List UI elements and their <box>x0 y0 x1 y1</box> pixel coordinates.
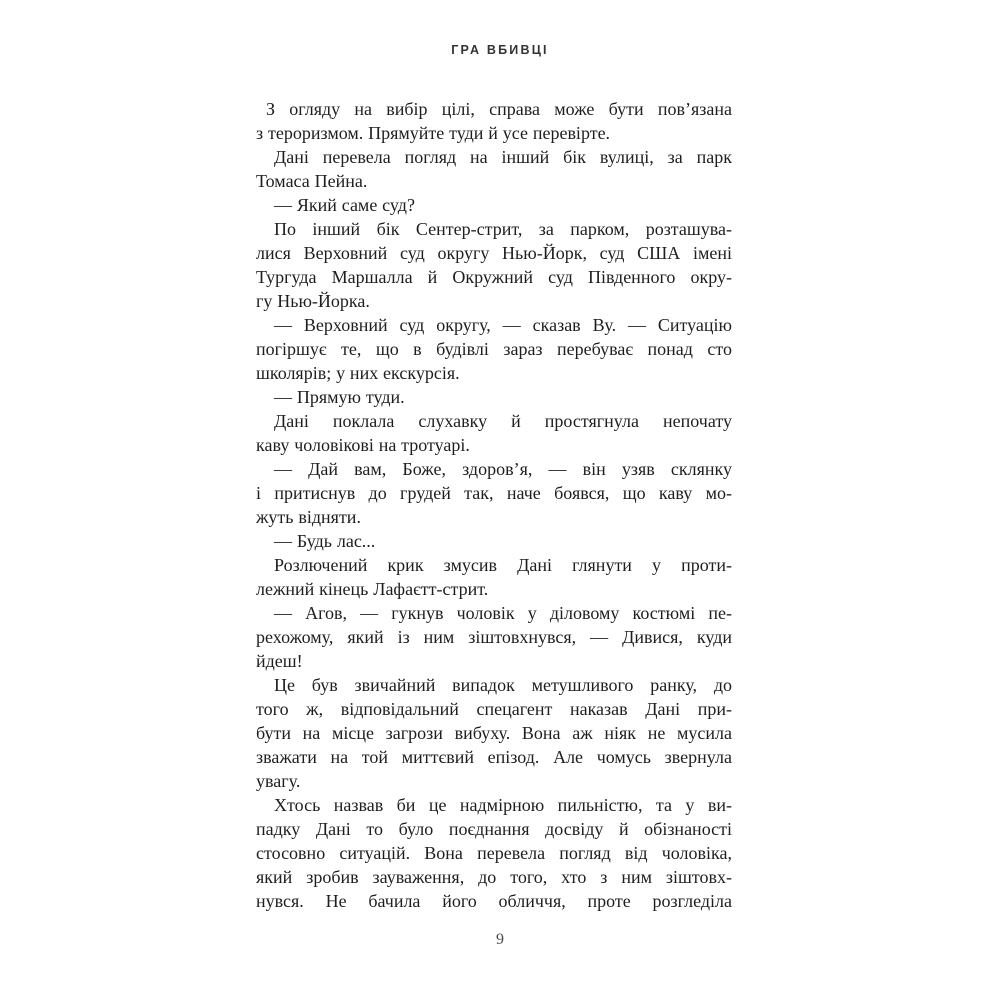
text-line: По інший бік Сентер-стрит, за парком, розташува- <box>274 219 732 239</box>
text-line: — Будь лас... <box>274 531 376 551</box>
text-line: зважати на той миттєвий епізод. Але чомусь звернула <box>256 747 732 767</box>
text-line: школярів; у них екскурсія. <box>256 363 460 383</box>
text-line: З огляду на вибір цілі, справа може бути пов’язана <box>266 99 732 119</box>
text-line: Тургуда Маршалла й Окружний суд Південного окру- <box>256 267 732 287</box>
text-line: — Який саме суд? <box>274 195 415 215</box>
text-line: гу Нью-Йорка. <box>256 291 370 311</box>
text-line: стосовно ситуацій. Вона перевела погляд від чоловіка, <box>256 843 732 863</box>
text-line: лежний кінець Лафаєтт-стрит. <box>256 579 489 599</box>
text-line: — Верховний суд округу, — сказав Ву. — Ситуацію <box>274 315 732 335</box>
text-line: — Прямую туди. <box>274 387 405 407</box>
text-line: каву чоловікові на тротуарі. <box>256 435 470 455</box>
text-line: падку Дані то було поєднання досвіду й обізнаності <box>256 819 732 839</box>
text-line: погіршує те, що в будівлі зараз перебуває понад сто <box>256 339 732 359</box>
text-line: нувся. Не бачила його обличчя, проте розгледіла <box>256 891 732 911</box>
text-line: увагу. <box>256 771 301 791</box>
text-line: того ж, відповідальний спецагент наказав Дані при- <box>256 699 732 719</box>
body-text <box>256 97 732 913</box>
text-line: Томаса Пейна. <box>256 171 368 191</box>
text-line: який зробив зауваження, до того, хто з ним зіштовх- <box>256 867 732 887</box>
page-number: 9 <box>496 931 504 948</box>
text-line: з тероризмом. Прямуйте туди й усе перевірте. <box>256 123 611 143</box>
text-line: бути на місце загрози вибуху. Вона аж ніяк не мусила <box>256 723 732 743</box>
text-line: і притиснув до грудей так, наче боявся, що каву мо- <box>256 483 732 503</box>
text-line: — Агов, — гукнув чоловік у діловому костюмі пе- <box>274 603 732 623</box>
text-line: жуть відняти. <box>256 507 361 527</box>
text-line: лися Верховний суд округу Нью-Йорк, суд США імені <box>256 243 732 263</box>
text-line: рехожому, який із ним зіштовхнувся, — Дивися, куди <box>256 627 732 647</box>
running-header: ГРА ВБИВЦІ <box>451 43 549 57</box>
text-line: Розлючений крик змусив Дані глянути у проти- <box>274 555 732 575</box>
text-line: йдеш! <box>256 651 303 671</box>
text-line: Це був звичайний випадок метушливого ранку, до <box>274 675 732 695</box>
text-line: Хтось назвав би це надмірною пильністю, та у ви- <box>274 795 732 815</box>
text-line: Дані перевела погляд на інший бік вулиці, за парк <box>274 147 732 167</box>
text-line: — Дай вам, Боже, здоров’я, — він узяв склянку <box>274 459 732 479</box>
text-line: Дані поклала слухавку й простягнула непочату <box>274 411 732 431</box>
